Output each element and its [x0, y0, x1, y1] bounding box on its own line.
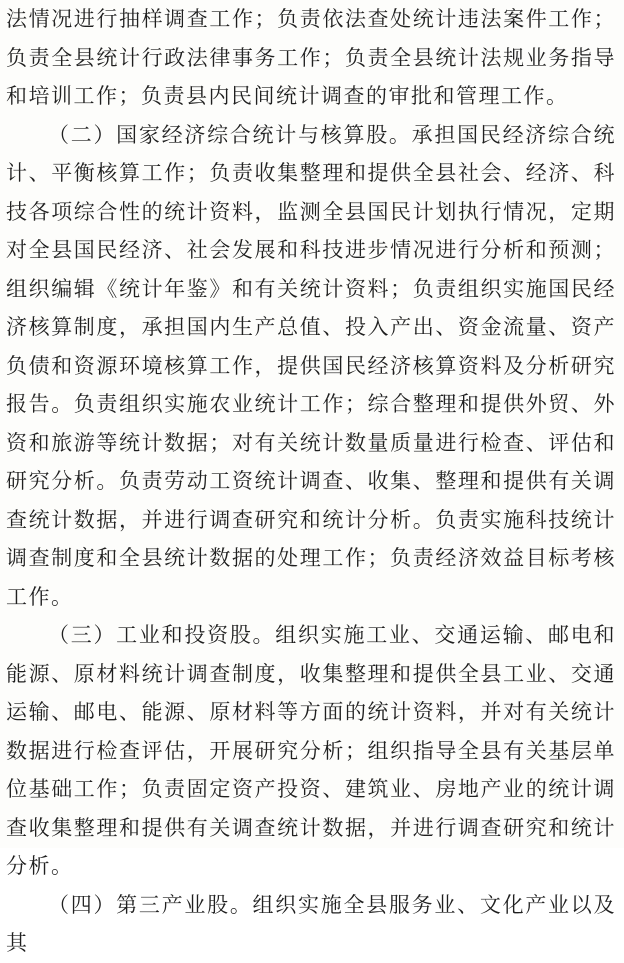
paragraph-section-2: （二）国家经济综合统计与核算股。承担国民经济综合统计、平衡核算工作；负责收集整理和提供全县社会、经济、科技各项综合性的统计资料，监测全县国民计划执行情况，定期对全县国民经济、社会发展和科技进步情况进行分析和预测；组织编辑《统计年鉴》和有关统计资料；负责组织实施国民经济核算制度，承担国内生产总值、投入产出、资金流量、资产负债和资源环境核算工作，提供国民经济核算资料及分析研究报告。负责组织实施农业统计工作；综合整理和提供外贸、外资和旅游等统计数据；对有关统计数量质量进行检查、评估和研究分析。负责劳动工资统计调查、收集、整理和提供有关调查统计数据，并进行调查研究和统计分析。负责实施科技统计调查制度和全县统计数据的处理工作；负责经济效益目标考核工作。	[6, 122, 616, 609]
paragraph-section-4: （四）第三产业股。组织实施全县服务业、文化产业以及其	[6, 892, 616, 955]
paragraph-continuation: 法情况进行抽样调查工作；负责依法查处统计违法案件工作；负责全县统计行政法律事务工作；负责全县统计法规业务指导和培训工作；负责县内民间统计调查的审批和管理工作。	[6, 7, 616, 108]
paragraph-section-3: （三）工业和投资股。组织实施工业、交通运输、邮电和能源、原材料统计调查制度，收集整理和提供全县工业、交通运输、邮电、能源、原材料等方面的统计资料，并对有关统计数据进行检查评估，开展研究分析；组织指导全县有关基层单位基础工作；负责固定资产投资、建筑业、房地产业的统计调查收集整理和提供有关调查统计数据，并进行调查研究和统计分析。	[6, 623, 616, 878]
